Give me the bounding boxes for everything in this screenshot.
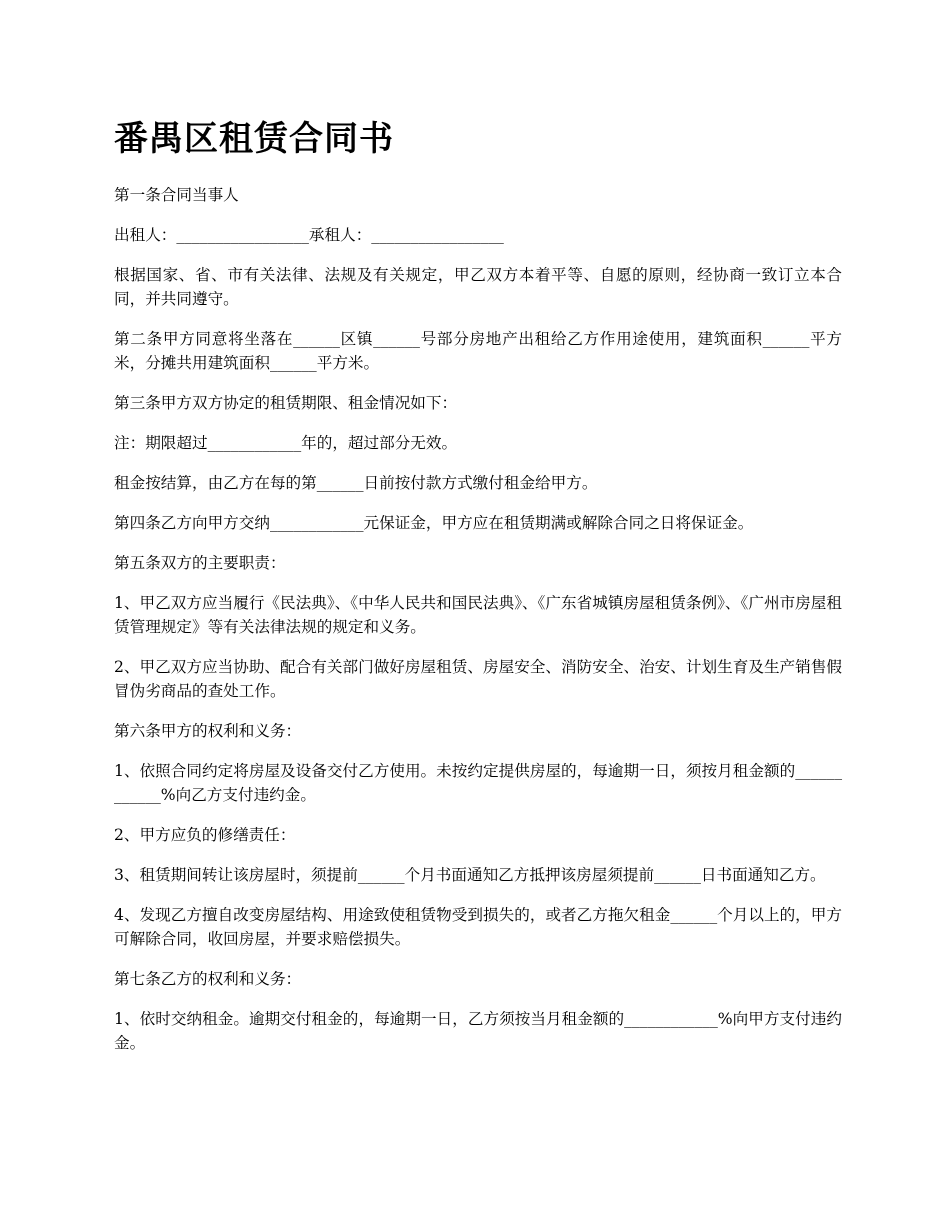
article-2-paragraph: 第二条甲方同意将坐落在______区镇______号部分房地产出租给乙方作用途使用，建筑面积______平方米，分摊共用建筑面积______平方米。 [114,330,842,372]
rent-payment-paragraph: 租金按结算，由乙方在每的第______日前按付款方式缴付租金给甲方。 [114,474,598,492]
article-5-item-1: 1、甲乙双方应当履行《民法典》、《中华人民共和国民法典》、《广东省城镇房屋租赁条例》、《广州市房屋租赁管理规定》等有关法律法规的规定和义务。 [114,594,842,636]
article-7-heading: 第七条乙方的权利和义务： [114,970,302,988]
article-6-item-2: 2、甲方应负的修缮责任： [114,826,296,844]
article-6-item-4: 4、发现乙方擅自改变房屋结构、用途致使租赁物受到损失的，或者乙方拖欠租金______个月以上的，甲方可解除合同，收回房屋，并要求赔偿损失。 [114,906,842,948]
article-3-heading: 第三条甲方双方协定的租赁期限、租金情况如下： [114,394,458,412]
term-note-paragraph: 注：期限超过____________年的，超过部分无效。 [114,434,458,452]
section-heading-1: 第一条合同当事人 [114,186,239,204]
article-6-heading: 第六条甲方的权利和义务： [114,722,302,740]
parties-line: 出租人：_________________承租人：_________________ [114,226,504,244]
document-page [114,100,842,1071]
article-6-item-3: 3、租赁期间转让该房屋时，须提前______个月书面通知乙方抵押该房屋须提前______日书面通知乙方。 [114,866,826,884]
article-7-item-1: 1、依时交纳租金。逾期交付租金的，每逾期一日，乙方须按当月租金额的____________%向甲方支付违约金。 [114,1010,842,1052]
article-6-item-1: 1、依照合同约定将房屋及设备交付乙方使用。未按约定提供房屋的，每逾期一日，须按月租金额的____________%向乙方支付违约金。 [114,762,842,804]
document-title: 番禺区租赁合同书 [114,119,394,159]
preamble-paragraph: 根据国家、省、市有关法律、法规及有关规定，甲乙双方本着平等、自愿的原则，经协商一致订立本合同，并共同遵守。 [114,266,842,308]
article-5-heading: 第五条双方的主要职责： [114,554,286,572]
article-4-paragraph: 第四条乙方向甲方交纳____________元保证金，甲方应在租赁期满或解除合同之日将保证金。 [114,514,754,532]
article-5-item-2: 2、甲乙双方应当协助、配合有关部门做好房屋租赁、房屋安全、消防安全、治安、计划生育及生产销售假冒伪劣商品的查处工作。 [114,658,842,700]
